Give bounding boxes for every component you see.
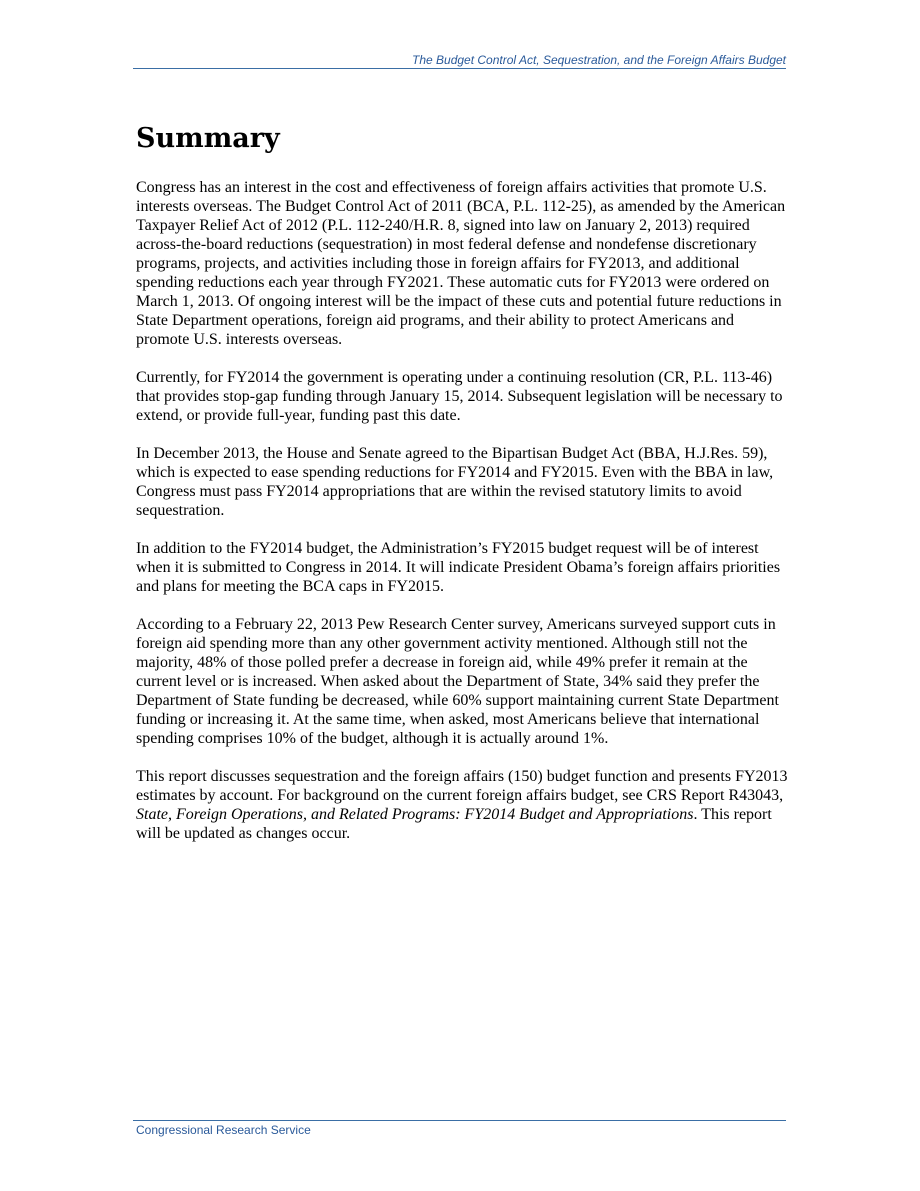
paragraph-3: In December 2013, the House and Senate agreed to the Bipartisan Budget Act (BBA, H.J.Res. 59), which is expected to ease spending reductions for FY2014 and FY2015. Even with the BBA in law, Congress must pass FY2014 appropriations that are within the revised statutory limits to avoid sequestration. [136, 445, 774, 519]
paragraph-6 [136, 767, 788, 843]
paragraph-4: In addition to the FY2014 budget, the Administration’s FY2015 budget request will be of interest when it is submitted to Congress in 2014. It will indicate President Obama’s foreign affairs priorities and plans for meeting the BCA caps in FY2015. [136, 540, 781, 595]
paragraph-6-text-after: . This report will be updated as changes occur. [136, 806, 772, 842]
paragraph-2: Currently, for FY2014 the government is operating under a continuing resolution (CR, P.L. 113-46) that provides stop-gap funding through January 15, 2014. Subsequent legislation will be necessary to extend, or provide full-year, funding past this date. [136, 369, 783, 424]
report-title-citation: State, Foreign Operations, and Related Programs: FY2014 Budget and Appropriations [136, 806, 694, 823]
footer-divider [133, 1120, 786, 1121]
paragraph-5: According to a February 22, 2013 Pew Research Center survey, Americans surveyed support cuts in foreign aid spending more than any other government activity mentioned. Although still not the majority, 48% of those polled prefer a decrease in foreign aid, while 49% prefer it remain at the current level or is increased. When asked about the Department of State, 34% said they prefer the Department of State funding be decreased, while 60% support maintaining current State Department funding or increasing it. At the same time, when asked, most Americans believe that international spending comprises 10% of the budget, although it is actually around 1%. [136, 616, 779, 747]
paragraph-6-text-before: This report discusses sequestration and the foreign affairs (150) budget function and presents FY2013 estimates by account. For background on the current foreign affairs budget, see CRS Report R43043, [136, 768, 788, 804]
summary-body [136, 178, 788, 862]
running-header: The Budget Control Act, Sequestration, and the Foreign Affairs Budget [412, 53, 786, 67]
footer-organization: Congressional Research Service [136, 1123, 311, 1137]
header-divider [133, 68, 786, 69]
paragraph-1: Congress has an interest in the cost and effectiveness of foreign affairs activities that promote U.S. interests overseas. The Budget Control Act of 2011 (BCA, P.L. 112-25), as amended by the American Taxpayer Relief Act of 2012 (P.L. 112-240/H.R. 8, signed into law on January 2, 2013) required across-the-board reductions (sequestration) in most federal defense and nondefense discretionary programs, projects, and activities including those in foreign affairs for FY2013, and additional spending reductions each year through FY2021. These automatic cuts for FY2013 were ordered on March 1, 2013. Of ongoing interest will be the impact of these cuts and potential future reductions in State Department operations, foreign aid programs, and their ability to protect Americans and promote U.S. interests overseas. [136, 179, 786, 348]
section-title: Summary [136, 123, 280, 154]
